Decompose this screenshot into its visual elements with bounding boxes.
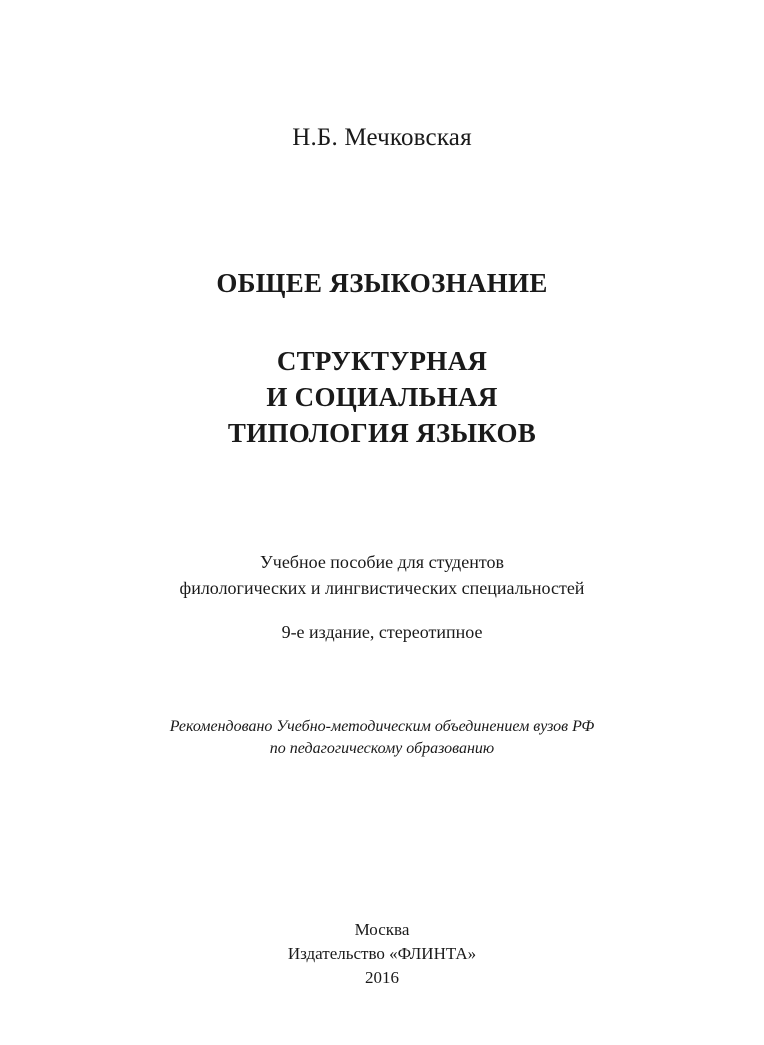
description-line: филологических и лингвистических специальностей (179, 578, 585, 598)
subtitle (0, 343, 764, 451)
subtitle-line: СТРУКТУРНАЯ (276, 346, 488, 376)
subtitle-line: И СОЦИАЛЬНАЯ (266, 382, 498, 412)
recommendation-line: по педагогическому образованию (269, 740, 495, 757)
author-name: Н.Б. Мечковская (292, 124, 472, 151)
imprint (0, 918, 764, 990)
book-description (0, 549, 764, 601)
imprint-city: Москва (354, 920, 410, 939)
imprint-year: 2016 (365, 968, 399, 987)
description-line: Учебное пособие для студентов (260, 552, 504, 572)
recommendation-line: Рекомендовано Учебно-методическим объединением вузов РФ (169, 718, 595, 735)
subtitle-line: ТИПОЛОГИЯ ЯЗЫКОВ (227, 418, 537, 448)
main-title: ОБЩЕЕ ЯЗЫКОЗНАНИЕ (216, 268, 548, 298)
edition-note: 9-е издание, стереотипное (281, 622, 483, 642)
imprint-publisher: Издательство «ФЛИНТА» (287, 944, 477, 963)
recommendation-note (0, 716, 764, 760)
